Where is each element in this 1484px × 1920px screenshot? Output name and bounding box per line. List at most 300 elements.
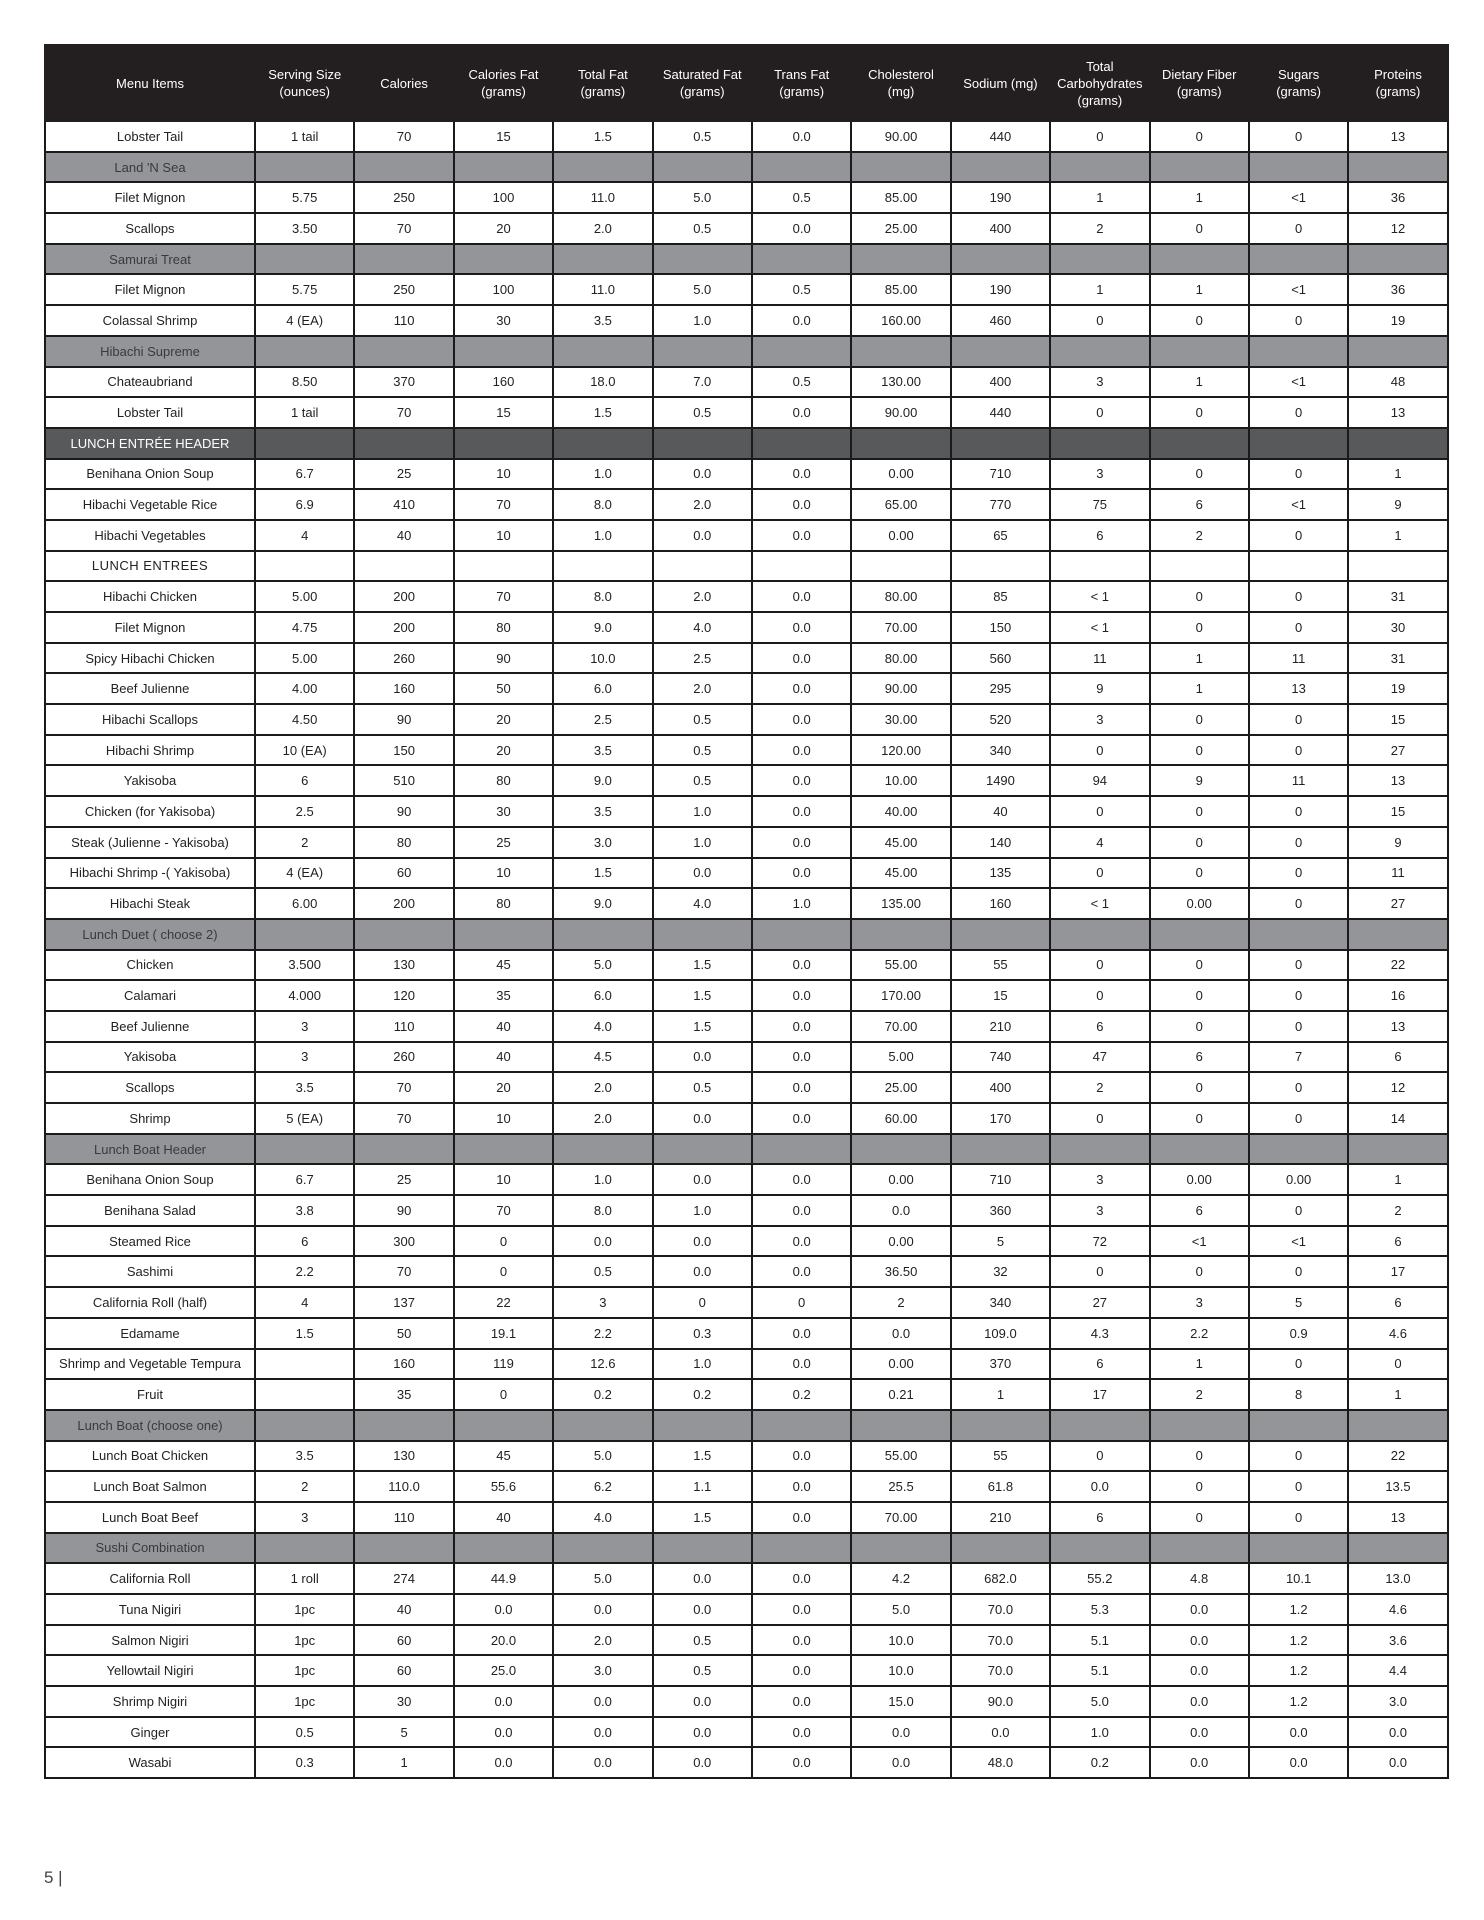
menu-item-name: Scallops (45, 1072, 255, 1103)
nutrition-value: 27 (1348, 888, 1447, 919)
nutrition-value: 9 (1050, 673, 1149, 704)
nutrition-value: 0.0 (1348, 1717, 1447, 1748)
nutrition-value: 6 (1050, 1011, 1149, 1042)
nutrition-value: 0.0 (653, 1594, 752, 1625)
nutrition-value: 11 (1249, 765, 1348, 796)
nutrition-value: 2 (851, 1287, 950, 1318)
nutrition-value (1348, 1533, 1447, 1564)
nutrition-value: 25.0 (454, 1655, 553, 1686)
nutrition-value: 22 (454, 1287, 553, 1318)
nutrition-value: 520 (951, 704, 1050, 735)
nutrition-value (1050, 428, 1149, 459)
nutrition-value: 260 (354, 643, 453, 674)
nutrition-value: 0.0 (1150, 1625, 1249, 1656)
nutrition-value (553, 152, 652, 183)
nutrition-value: 5.0 (653, 182, 752, 213)
nutrition-value: 0.0 (653, 1164, 752, 1195)
nutrition-value: 6.7 (255, 1164, 354, 1195)
nutrition-value: 4.50 (255, 704, 354, 735)
nutrition-value: 2.2 (1150, 1318, 1249, 1349)
nutrition-value: 80 (454, 888, 553, 919)
nutrition-value: 80 (354, 827, 453, 858)
nutrition-value: 0 (1150, 459, 1249, 490)
nutrition-value: 0.0 (752, 1011, 851, 1042)
nutrition-value: 3.0 (553, 1655, 652, 1686)
nutrition-value: 0 (1249, 581, 1348, 612)
nutrition-value: 0 (1249, 1502, 1348, 1533)
nutrition-value (553, 1533, 652, 1564)
nutrition-value: 2.0 (653, 581, 752, 612)
nutrition-value: 3.50 (255, 213, 354, 244)
nutrition-value: 35 (354, 1379, 453, 1410)
menu-item-name: Hibachi Supreme (45, 336, 255, 367)
nutrition-value: 0.00 (851, 459, 950, 490)
nutrition-value: 0.0 (752, 1318, 851, 1349)
table-row (45, 858, 1448, 889)
nutrition-value: 1.0 (653, 1195, 752, 1226)
nutrition-value: 25 (354, 459, 453, 490)
section-header-row (45, 1533, 1448, 1564)
nutrition-value: 109.0 (951, 1318, 1050, 1349)
nutrition-value: 0.00 (1249, 1164, 1348, 1195)
nutrition-value: 13 (1348, 397, 1447, 428)
nutrition-value (255, 1134, 354, 1165)
nutrition-value: 0 (1249, 704, 1348, 735)
nutrition-value: 5.0 (851, 1594, 950, 1625)
nutrition-value: 1 (1150, 274, 1249, 305)
nutrition-value: 40 (951, 796, 1050, 827)
nutrition-value: 0.0 (454, 1747, 553, 1778)
nutrition-value: 0.0 (454, 1717, 553, 1748)
table-body (45, 121, 1448, 1778)
nutrition-value (951, 919, 1050, 950)
nutrition-value (851, 551, 950, 582)
nutrition-value (354, 919, 453, 950)
nutrition-value: 17 (1050, 1379, 1149, 1410)
nutrition-value: 6.2 (553, 1471, 652, 1502)
menu-item-name: Chateaubriand (45, 367, 255, 398)
nutrition-value: <1 (1150, 1226, 1249, 1257)
nutrition-value: 274 (354, 1563, 453, 1594)
nutrition-value: 0 (454, 1379, 553, 1410)
nutrition-value (1249, 1134, 1348, 1165)
nutrition-value: 1490 (951, 765, 1050, 796)
nutrition-value: 31 (1348, 643, 1447, 674)
nutrition-value: 70 (454, 489, 553, 520)
nutrition-value: 4.0 (553, 1502, 652, 1533)
nutrition-value: 2.0 (553, 213, 652, 244)
nutrition-value: 1 (951, 1379, 1050, 1410)
column-header-line: Proteins (1374, 67, 1422, 82)
nutrition-value (354, 1410, 453, 1441)
nutrition-value: 2.0 (553, 1103, 652, 1134)
column-header-line: (grams) (1176, 84, 1222, 99)
nutrition-value: 6.9 (255, 489, 354, 520)
nutrition-value: 1.5 (553, 121, 652, 152)
nutrition-value (951, 152, 1050, 183)
column-header-line: Total Fat (577, 67, 628, 82)
nutrition-value (851, 152, 950, 183)
nutrition-value: 60 (354, 1655, 453, 1686)
nutrition-value: 13.0 (1348, 1563, 1447, 1594)
nutrition-value: 200 (354, 581, 453, 612)
nutrition-value: 0.0 (653, 1042, 752, 1073)
nutrition-value: 15 (1348, 796, 1447, 827)
column-header-line: Trans Fat (774, 67, 830, 82)
nutrition-value: 0.0 (752, 305, 851, 336)
nutrition-value: 16 (1348, 980, 1447, 1011)
nutrition-value: 5.0 (653, 274, 752, 305)
column-header (454, 45, 553, 121)
nutrition-value (752, 1134, 851, 1165)
nutrition-value: 14 (1348, 1103, 1447, 1134)
nutrition-value: 210 (951, 1011, 1050, 1042)
nutrition-value: 1.2 (1249, 1594, 1348, 1625)
nutrition-value (1050, 1134, 1149, 1165)
nutrition-value: 0.0 (752, 1164, 851, 1195)
column-header (1348, 45, 1447, 121)
nutrition-value: 1 (1050, 274, 1149, 305)
nutrition-value: 75 (1050, 489, 1149, 520)
nutrition-value: 0 (1050, 1103, 1149, 1134)
nutrition-value: 36.50 (851, 1256, 950, 1287)
nutrition-value: 11.0 (553, 182, 652, 213)
nutrition-value (1249, 152, 1348, 183)
nutrition-value: 10.1 (1249, 1563, 1348, 1594)
nutrition-value: 10.00 (851, 765, 950, 796)
nutrition-value: 85.00 (851, 274, 950, 305)
nutrition-value: 8.50 (255, 367, 354, 398)
nutrition-value (354, 551, 453, 582)
nutrition-value: 8.0 (553, 489, 652, 520)
nutrition-value (354, 152, 453, 183)
nutrition-value (653, 1533, 752, 1564)
nutrition-value: 10 (454, 1164, 553, 1195)
nutrition-value: 13 (1348, 1502, 1447, 1533)
nutrition-value: 0 (1150, 735, 1249, 766)
nutrition-value (752, 152, 851, 183)
nutrition-value: 4.000 (255, 980, 354, 1011)
nutrition-value (851, 428, 950, 459)
nutrition-value: 3.5 (255, 1072, 354, 1103)
nutrition-value: 9 (1348, 489, 1447, 520)
nutrition-value: 40 (454, 1042, 553, 1073)
nutrition-value: 25.00 (851, 213, 950, 244)
nutrition-value: 5 (1249, 1287, 1348, 1318)
section-header-row (45, 244, 1448, 275)
nutrition-value: 0.0 (752, 765, 851, 796)
nutrition-value (454, 336, 553, 367)
table-row (45, 1379, 1448, 1410)
nutrition-value: 5 (354, 1717, 453, 1748)
nutrition-value: 0.0 (454, 1686, 553, 1717)
nutrition-value: 6 (1150, 489, 1249, 520)
nutrition-value: 100 (454, 274, 553, 305)
table-row (45, 612, 1448, 643)
table-row (45, 1655, 1448, 1686)
menu-item-name: Lunch Boat Chicken (45, 1441, 255, 1472)
nutrition-value: 9.0 (553, 765, 652, 796)
nutrition-value: 5.0 (553, 1441, 652, 1472)
nutrition-value: 135.00 (851, 888, 950, 919)
table-title: Menu Items (45, 45, 255, 121)
nutrition-value: 4.5 (553, 1042, 652, 1073)
table-row (45, 1349, 1448, 1380)
nutrition-value (1249, 1533, 1348, 1564)
nutrition-value (1150, 244, 1249, 275)
nutrition-value: 6.00 (255, 888, 354, 919)
nutrition-value: 60 (354, 858, 453, 889)
nutrition-value (1348, 1134, 1447, 1165)
nutrition-value (553, 428, 652, 459)
menu-item-name: Chicken (for Yakisoba) (45, 796, 255, 827)
menu-item-name: Hibachi Shrimp (45, 735, 255, 766)
nutrition-value: 0.0 (553, 1686, 652, 1717)
nutrition-value: 0.0 (653, 1747, 752, 1778)
nutrition-value (653, 551, 752, 582)
nutrition-value: 5.3 (1050, 1594, 1149, 1625)
nutrition-value: 45.00 (851, 858, 950, 889)
table-row (45, 305, 1448, 336)
nutrition-value: 0 (1050, 796, 1149, 827)
nutrition-value: 9.0 (553, 888, 652, 919)
nutrition-value: 3 (255, 1042, 354, 1073)
nutrition-value (1050, 551, 1149, 582)
nutrition-value: 13 (1348, 121, 1447, 152)
nutrition-value: 0 (1249, 735, 1348, 766)
nutrition-value: 90 (354, 1195, 453, 1226)
nutrition-value: 10 (454, 1103, 553, 1134)
nutrition-value: 6.7 (255, 459, 354, 490)
nutrition-value (653, 1134, 752, 1165)
nutrition-value: 250 (354, 182, 453, 213)
nutrition-value: 1.2 (1249, 1625, 1348, 1656)
nutrition-value: 6 (1348, 1226, 1447, 1257)
nutrition-value: 1.0 (1050, 1717, 1149, 1748)
nutrition-value: 0.9 (1249, 1318, 1348, 1349)
menu-item-name: Beef Julienne (45, 673, 255, 704)
nutrition-value: < 1 (1050, 612, 1149, 643)
nutrition-value: 0.0 (653, 520, 752, 551)
nutrition-value: 0.0 (851, 1318, 950, 1349)
table-row (45, 581, 1448, 612)
nutrition-value: 61.8 (951, 1471, 1050, 1502)
nutrition-value: 40 (354, 1594, 453, 1625)
table-row (45, 796, 1448, 827)
nutrition-value: 0 (1249, 1103, 1348, 1134)
nutrition-value: 40 (454, 1502, 553, 1533)
nutrition-value: 460 (951, 305, 1050, 336)
nutrition-value: 0.0 (752, 1195, 851, 1226)
nutrition-value (454, 1533, 553, 1564)
table-row (45, 980, 1448, 1011)
nutrition-value: <1 (1249, 1226, 1348, 1257)
nutrition-value (1150, 919, 1249, 950)
nutrition-value: 20 (454, 213, 553, 244)
nutrition-value: 0 (1150, 1256, 1249, 1287)
column-header (951, 45, 1050, 121)
nutrition-value (454, 244, 553, 275)
nutrition-value: 60 (354, 1625, 453, 1656)
nutrition-value: 31 (1348, 581, 1447, 612)
nutrition-value (1348, 1410, 1447, 1441)
nutrition-value: 110 (354, 1502, 453, 1533)
menu-item-name: Lobster Tail (45, 121, 255, 152)
nutrition-value: 160 (354, 1349, 453, 1380)
nutrition-table (44, 44, 1449, 1779)
nutrition-value: 682.0 (951, 1563, 1050, 1594)
nutrition-value: 0.0 (752, 1717, 851, 1748)
nutrition-value: 0 (1249, 305, 1348, 336)
menu-item-name: Benihana Onion Soup (45, 1164, 255, 1195)
nutrition-value: 340 (951, 735, 1050, 766)
nutrition-value: 30 (1348, 612, 1447, 643)
menu-item-name: Ginger (45, 1717, 255, 1748)
nutrition-value: 0.0 (1150, 1655, 1249, 1686)
nutrition-value: 0.0 (752, 950, 851, 981)
nutrition-value (255, 336, 354, 367)
nutrition-value: 1.5 (653, 950, 752, 981)
nutrition-value: 6 (1050, 520, 1149, 551)
nutrition-value (951, 428, 1050, 459)
nutrition-value: 0.0 (752, 1594, 851, 1625)
nutrition-value (354, 1533, 453, 1564)
nutrition-value: 0 (1150, 1072, 1249, 1103)
nutrition-value: 48.0 (951, 1747, 1050, 1778)
section-header-row (45, 152, 1448, 183)
nutrition-value: 13.5 (1348, 1471, 1447, 1502)
nutrition-value: 6 (1050, 1502, 1149, 1533)
nutrition-value: 0 (1249, 980, 1348, 1011)
menu-item-name: Land 'N Sea (45, 152, 255, 183)
nutrition-value: 0 (454, 1226, 553, 1257)
nutrition-value: 60.00 (851, 1103, 950, 1134)
nutrition-value: 0.0 (553, 1226, 652, 1257)
nutrition-value: 0.0 (454, 1594, 553, 1625)
nutrition-value: 0.0 (752, 1349, 851, 1380)
nutrition-value: 55 (951, 1441, 1050, 1472)
nutrition-value (851, 244, 950, 275)
column-header (354, 45, 453, 121)
nutrition-value: 4 (EA) (255, 305, 354, 336)
nutrition-value (653, 152, 752, 183)
nutrition-value: 32 (951, 1256, 1050, 1287)
nutrition-value: 1.1 (653, 1471, 752, 1502)
nutrition-value: 90.00 (851, 397, 950, 428)
table-row (45, 950, 1448, 981)
nutrition-value (851, 1533, 950, 1564)
nutrition-value: 0.0 (752, 673, 851, 704)
nutrition-value: 1.0 (653, 1349, 752, 1380)
nutrition-value: 0.0 (752, 1226, 851, 1257)
table-row (45, 1594, 1448, 1625)
nutrition-value: 0.00 (851, 520, 950, 551)
nutrition-value: 94 (1050, 765, 1149, 796)
nutrition-value: 3 (553, 1287, 652, 1318)
nutrition-value: 135 (951, 858, 1050, 889)
nutrition-value: 440 (951, 121, 1050, 152)
nutrition-value: 130 (354, 950, 453, 981)
column-header-line: (grams) (1375, 84, 1421, 99)
menu-item-name: Benihana Salad (45, 1195, 255, 1226)
nutrition-value: 3.6 (1348, 1625, 1447, 1656)
nutrition-value: 2.5 (553, 704, 652, 735)
table-row (45, 459, 1448, 490)
nutrition-value: 2 (1050, 1072, 1149, 1103)
nutrition-value: 160 (354, 673, 453, 704)
nutrition-value: 0 (1249, 1349, 1348, 1380)
nutrition-value (851, 1134, 950, 1165)
nutrition-value: 80 (454, 612, 553, 643)
nutrition-value: 4.00 (255, 673, 354, 704)
nutrition-value: 90 (354, 704, 453, 735)
nutrition-value: 0.0 (553, 1747, 652, 1778)
nutrition-value: 80 (454, 765, 553, 796)
nutrition-value: 5.75 (255, 182, 354, 213)
column-header-line: Serving Size (268, 67, 342, 82)
nutrition-value: 6.0 (553, 673, 652, 704)
table-row (45, 121, 1448, 152)
nutrition-value: 90.0 (951, 1686, 1050, 1717)
nutrition-value (454, 428, 553, 459)
nutrition-value: 35 (454, 980, 553, 1011)
nutrition-value: 70.0 (951, 1655, 1050, 1686)
nutrition-value: 295 (951, 673, 1050, 704)
nutrition-value: 70.00 (851, 1502, 950, 1533)
nutrition-value (1249, 919, 1348, 950)
nutrition-value: 0.0 (1249, 1747, 1348, 1778)
nutrition-value: 0.5 (653, 121, 752, 152)
nutrition-value: 45 (454, 1441, 553, 1472)
column-header-line: (ounces) (279, 84, 330, 99)
nutrition-value (752, 551, 851, 582)
nutrition-value: 1 (1348, 1164, 1447, 1195)
nutrition-value: 0.0 (752, 1103, 851, 1134)
nutrition-value: 0.00 (851, 1226, 950, 1257)
table-row (45, 1717, 1448, 1748)
section-header-row (45, 428, 1448, 459)
nutrition-value: 7 (1249, 1042, 1348, 1073)
nutrition-value: 44.9 (454, 1563, 553, 1594)
nutrition-value: 1.0 (653, 796, 752, 827)
nutrition-value: 0 (1150, 305, 1249, 336)
nutrition-value (454, 919, 553, 950)
nutrition-value (851, 336, 950, 367)
menu-item-name: Sushi Combination (45, 1533, 255, 1564)
nutrition-value: 0 (1249, 796, 1348, 827)
nutrition-value: 2 (1150, 1379, 1249, 1410)
nutrition-value (354, 1134, 453, 1165)
nutrition-value (1150, 336, 1249, 367)
nutrition-value: 48 (1348, 367, 1447, 398)
nutrition-value: 4.6 (1348, 1318, 1447, 1349)
nutrition-value: 70.0 (951, 1625, 1050, 1656)
nutrition-value: 13 (1348, 1011, 1447, 1042)
nutrition-value: 3.5 (255, 1441, 354, 1472)
nutrition-value: 0 (1050, 305, 1149, 336)
nutrition-value: 0.0 (1150, 1686, 1249, 1717)
nutrition-value: 0.0 (752, 704, 851, 735)
nutrition-value: 0 (1150, 950, 1249, 981)
nutrition-value: 3 (255, 1011, 354, 1042)
nutrition-value: 120.00 (851, 735, 950, 766)
nutrition-value: 0.5 (752, 274, 851, 305)
table-row (45, 1164, 1448, 1195)
nutrition-value: 70 (354, 1072, 453, 1103)
table-row (45, 1563, 1448, 1594)
nutrition-value: 100 (454, 182, 553, 213)
nutrition-value: 0.00 (1150, 1164, 1249, 1195)
